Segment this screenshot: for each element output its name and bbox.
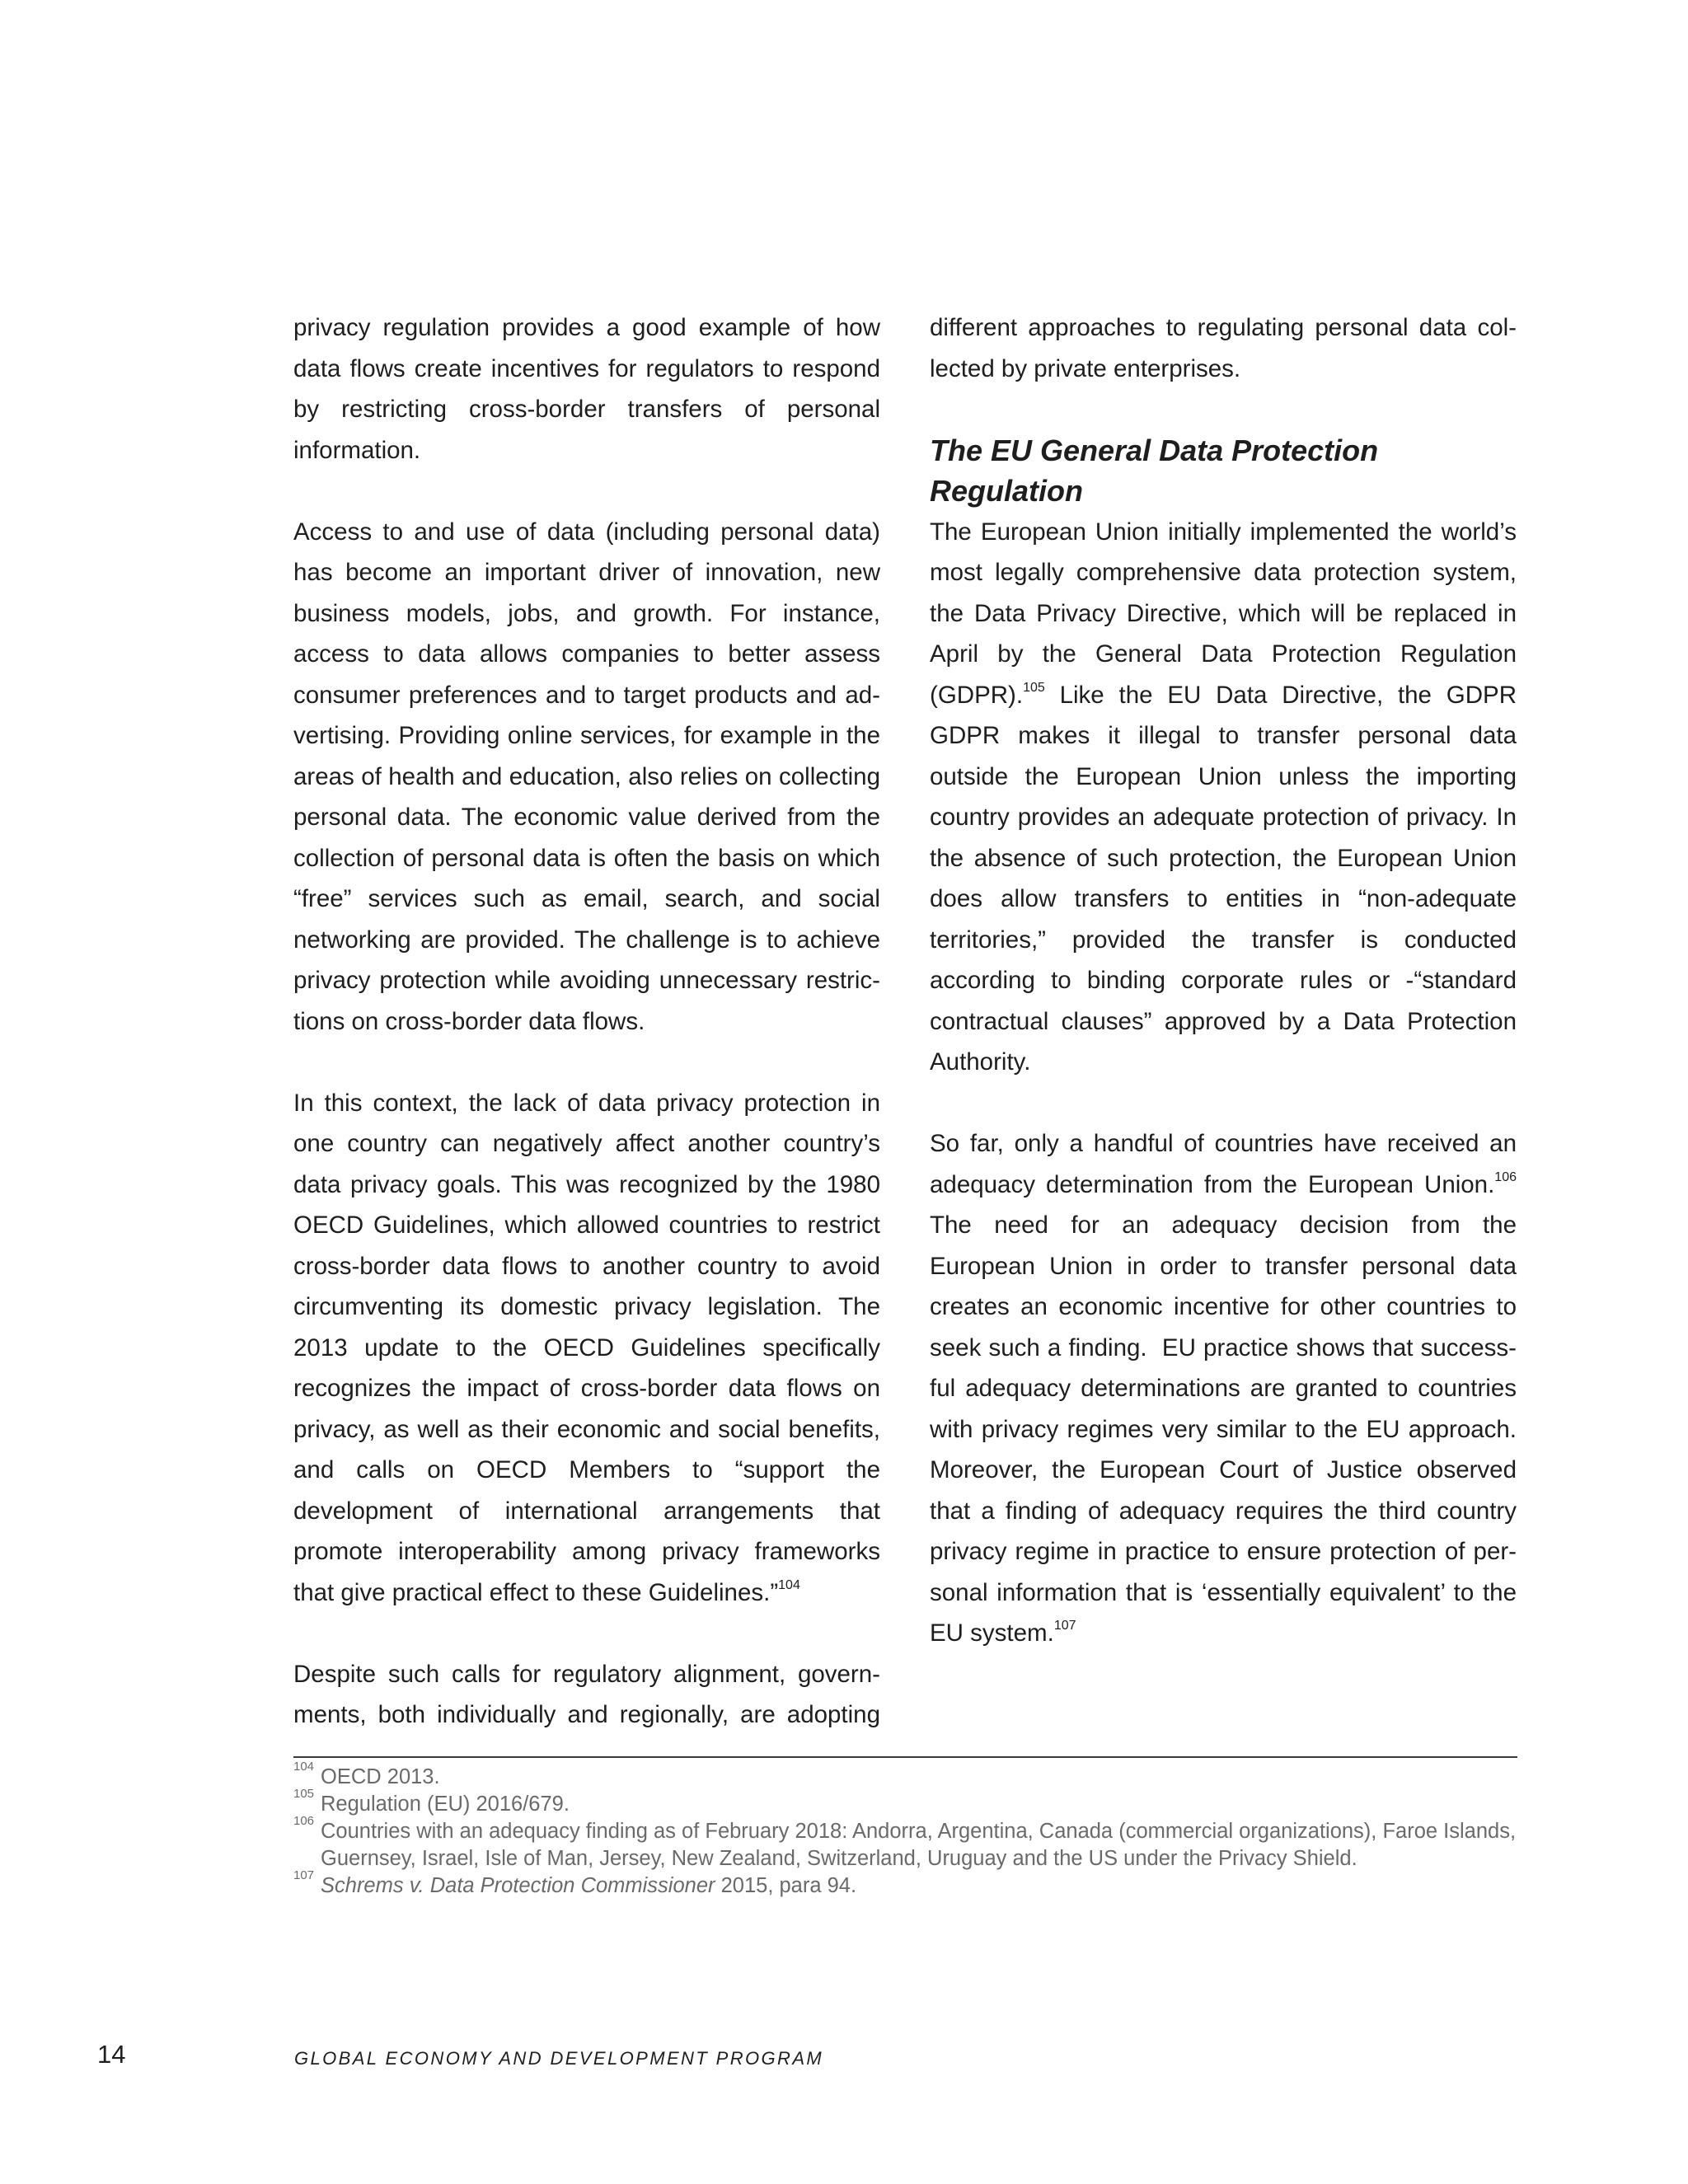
body-paragraph: different approaches to regulating personal data collected by private enterprises. (930, 314, 1517, 382)
footnote-divider (293, 1756, 1517, 1758)
left-column (293, 307, 880, 1736)
footnote (293, 1760, 1517, 1791)
paragraph-text: In this context, the lack of data privacy protection in one country can negatively affect another country’s data privacy goals. This was recognized by the 1980 OECD Guidelines, which allowed countries to restrict cross-border data flows to another country to avoid circumventing its domestic privacy legislation. The 2013 update to the OECD Guidelines specifically recognizes the impact of cross-border data flows on privacy, as well as their economic and social benefits, and calls on OECD Members to “support the development of international arrangements that promote interoperability among privacy frameworks that give practical effect to these Guidelines.” (293, 1089, 880, 1606)
body-paragraph (930, 512, 1517, 1083)
body-paragraph: Access to and use of data (including personal data) has become an important driver of innovation, new business models, jobs, and growth. For instance, access to data allows companies to better assess consumer preferences and to target products and advertising. Providing online services, for example in the areas of health and education, also relies on collecting personal data. The economic value derived from the collection of personal data is often the basis on which “free” services such as email, search, and social networking are provided. The challenge is to achieve privacy protection while avoiding unnecessary restrictions on cross-border data flows. (293, 518, 880, 1035)
body-paragraph: Despite such calls for regulatory alignment, governments, both individually and regionally, are adopting (293, 1660, 880, 1728)
footnote-ref[interactable]: 106 (1494, 1169, 1517, 1184)
footnote (293, 1814, 1517, 1872)
running-footer-title: GLOBAL ECONOMY AND DEVELOPMENT PROGRAM (294, 2048, 824, 2069)
footnote-text: OECD 2013. (321, 1765, 440, 1788)
footnote (293, 1787, 1517, 1818)
footnote-text: Countries with an adequacy finding as of February 2018: Andorra, Argentina, Canada (commercial organizations), Faroe Islands, Guernsey, Israel, Isle of Man, Jersey, New Zealand, Switzerland, Uruguay and the US under the Privacy Shield. (321, 1820, 1517, 1870)
footnote-ref[interactable]: 107 (1053, 1619, 1076, 1633)
page-number: 14 (97, 2040, 126, 2069)
body-paragraph (930, 1123, 1517, 1654)
footnote-ref[interactable]: 104 (778, 1577, 800, 1592)
paragraph-text: The need for an adequacy decision from the European Union in order to transfer personal data creates an economic incentive for other countries to seek such a finding. EU practice shows that successful adequacy determinations are granted to countries with privacy regimes very similar to the EU approach. Moreover, the European Court of Justice observed that a finding of adequacy requires the third country privacy regime in practice to ensure protection of personal information that is ‘essentially equivalent’ to the EU system. (930, 1212, 1517, 1647)
paragraph-text: Like the EU Data Directive, the GDPR GDPR makes it illegal to transfer personal data outside the European Union unless the importing country provides an adequate protection of privacy. In the absence of such protection, the European Union does allow transfers to entities in “non-adequate territories,” provided the transfer is conducted according to binding corporate rules or -“standard contractual clauses” approved by a Data Protection Authority. (930, 681, 1517, 1076)
footnote-text: 2015, para 94. (715, 1874, 857, 1897)
footnote-number: 107 (293, 1868, 315, 1882)
footnote (293, 1868, 1517, 1900)
footnote-ref[interactable]: 105 (1023, 680, 1045, 695)
right-column (930, 307, 1517, 1654)
paragraph-text: The European Union initially implemented the world’s most legally comprehensive data protection system, the Data Privacy Directive, which will be replaced in April by the General Data Protection Regulation (GDPR). (930, 518, 1517, 709)
body-paragraph (293, 1083, 880, 1614)
body-paragraph: privacy regulation provides a good example of how data flows create incentives for regulators to respond by restricting cross-border transfers of personal information. (293, 314, 880, 464)
footnote-text: Regulation (EU) 2016/679. (321, 1793, 570, 1816)
footnote-number: 104 (293, 1760, 315, 1774)
footnote-number: 106 (293, 1814, 315, 1828)
footnote-number: 105 (293, 1787, 315, 1801)
section-heading: The EU General Data Protection Regulation (930, 433, 1379, 508)
footnotes (293, 1760, 1517, 1900)
paragraph-text: So far, only a handful of countries have received an adequacy determination from the European Union. (930, 1130, 1517, 1198)
case-name: Schrems v. Data Protection Commissioner (321, 1874, 715, 1897)
